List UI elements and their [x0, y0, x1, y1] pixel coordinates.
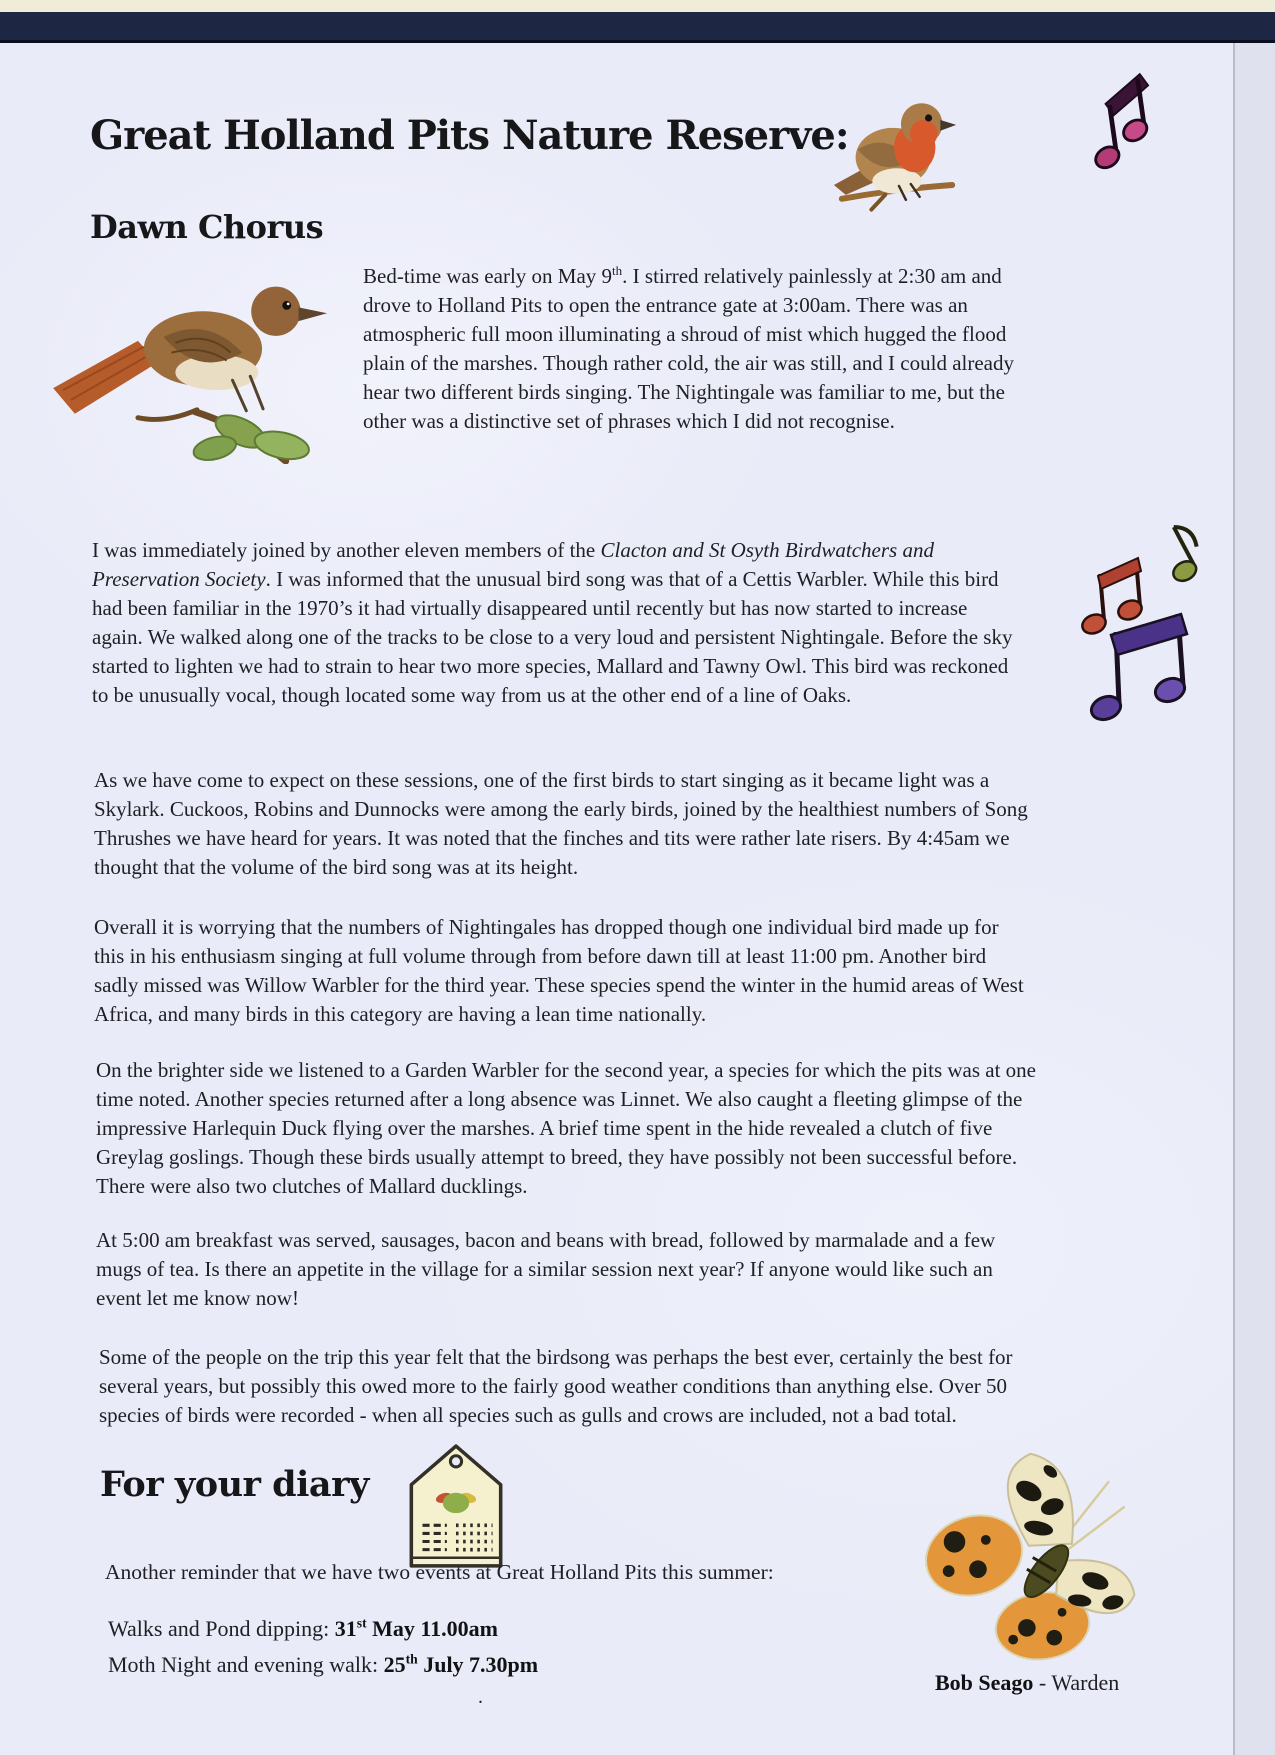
- paragraph-text: . I stirred relatively painlessly at 2:30 am and drove to Holland Pits to open the entrance gate at 3:00am. There was an atmospheric full moon illuminating a shroud of mist which hugged the flood plain of the marshes. Though rather cold, the air was still, and I could already hear two different birds singing. The Nightingale was familiar to me, but the other was a distinctive set of phrases which I did not recognise.: [363, 264, 1014, 433]
- music-notes-image: [1078, 512, 1218, 727]
- paragraph-text: . I was informed that the unusual bird song was that of a Cettis Warbler. While this bird had been familiar in the 1970’s it had virtually disappeared until recently but has now started to increase again. We walked along one of the tracks to be close to a very loud and persistent Nightingale. Before the sky started to lighten we had to strain to hear two more species, Mallard and Tawny Owl. This bird was reckoned to be unusually vocal, though located some way from us at the other end of a line of Oaks.: [92, 567, 1013, 707]
- paragraph-skylark: As we have come to expect on these sessions, one of the first birds to start singing as it became light was a Skylark. Cuckoos, Robins and Dunnocks were among the early birds, joined by the healthiest numbers of Song Thrushes we have heard for years. It was noted that the finches and tits were rather late risers. By 4:45am we thought that the volume of the bird song was at its height.: [94, 768, 1028, 879]
- paragraph-birdsong-summary: Some of the people on the trip this year felt that the birdsong was perhaps the best ever, certainly the best for several years, but possibly this owed more to the fairly good weather conditions than anything else. Over 50 species of birds were recorded - when all species such as gulls and crows are included, not a bad total.: [99, 1345, 1013, 1427]
- paragraph-garden-warbler: On the brighter side we listened to a Garden Warbler for the second year, a species for which the pits was at one time noted. Another species returned after a long absence was Linnet. We also caught a fleeting glimpse of the impressive Harlequin Duck flying over the marshes. A brief time spent in the hide revealed a clutch of five Greylag goslings. Though these birds usually attempt to breed, they have possibly not been successful before. There were also two clutches of Mallard ducklings.: [96, 1058, 1037, 1198]
- nightingale-image-wrap: [45, 262, 363, 468]
- paragraph-breakfast: At 5:00 am breakfast was served, sausages, bacon and beans with bread, followed by marmalade and a few mugs of tea. Is there an appetite in the village for a similar session next year? If anyone would like such an event let me know now!: [96, 1228, 996, 1310]
- event-label: Walks and Pond dipping:: [108, 1616, 335, 1641]
- paragraph-dawn-intro: [45, 262, 1023, 468]
- ordinal-superscript: th: [612, 263, 623, 278]
- paragraph-nightingale-numbers: Overall it is worrying that the numbers of Nightingales has dropped though one individual bird made up for this in his enthusiasm singing at full volume through from before dawn till at least 11:00 pm. Another bird sadly missed was Willow Warbler for the third year. These species spend the winter in the humid areas of West Africa, and many birds in this category are having a lean time nationally.: [94, 915, 1024, 1026]
- society-name-italic: Clacton and St Osyth Birdwatchers and Preservation Society: [92, 538, 934, 591]
- event-datetime: 31st May 11.00am: [334, 1615, 499, 1641]
- diary-heading: For your diary: [100, 1464, 369, 1505]
- nightingale-image: [45, 262, 355, 464]
- tiger-moth-image: [902, 1446, 1140, 1666]
- robin-image: [828, 84, 966, 218]
- ordinal-superscript: th: [405, 1651, 418, 1667]
- page-title: Great Holland Pits Nature Reserve:: [90, 112, 849, 159]
- diary-event-walks: [108, 1616, 498, 1642]
- scan-top-band: [0, 12, 1275, 43]
- calendar-icon: [405, 1440, 507, 1572]
- scan-top-strip: [0, 0, 1275, 12]
- paragraph-text: I was immediately joined by another eleven members of the: [92, 538, 601, 562]
- paragraph-text: Bed-time was early on May 9: [363, 264, 613, 288]
- section-heading: Dawn Chorus: [90, 208, 324, 246]
- warden-role: - Warden: [1033, 1670, 1120, 1695]
- event-label: Moth Night and evening walk:: [108, 1652, 384, 1677]
- ordinal-superscript: st: [356, 1615, 367, 1631]
- warden-name: Bob Seago: [935, 1670, 1034, 1695]
- paragraph-society: [92, 536, 1022, 710]
- stray-mark: .: [478, 1686, 483, 1708]
- event-datetime: 25th July 7.30pm: [383, 1651, 539, 1677]
- diary-intro: Another reminder that we have two events at Great Holland Pits this summer:: [105, 1560, 774, 1584]
- pink-music-note-icon: [1083, 64, 1159, 172]
- diary-event-moth-night: [108, 1652, 538, 1678]
- signature: [935, 1670, 1119, 1696]
